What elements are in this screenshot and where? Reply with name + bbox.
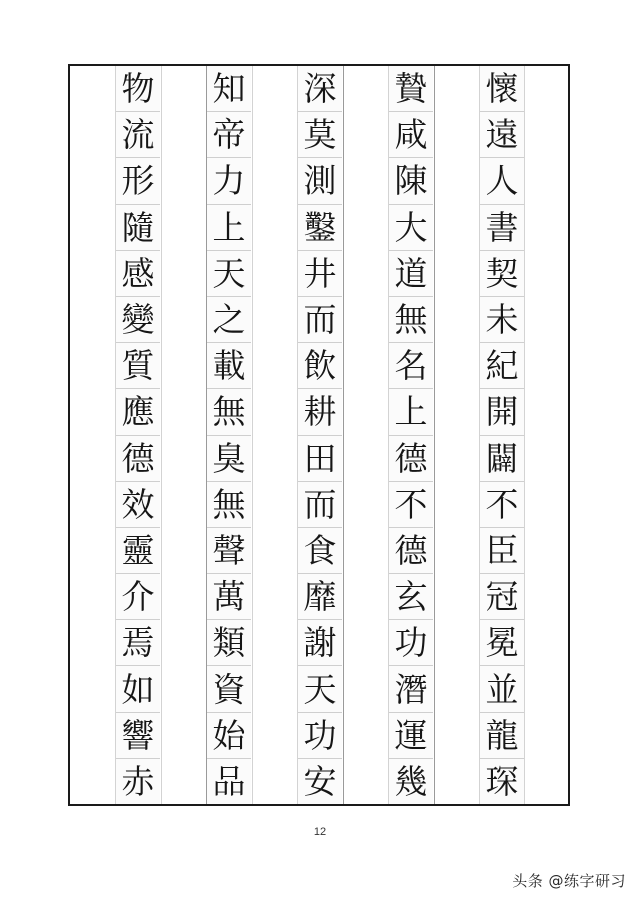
character-cell: 之: [207, 297, 251, 343]
character-cell: 安: [298, 759, 342, 804]
character-cell: 流: [116, 112, 160, 158]
character-cell: 玄: [389, 574, 433, 620]
character-cell: 大: [389, 205, 433, 251]
character-cell: 測: [298, 158, 342, 204]
character-cell: 力: [207, 158, 251, 204]
character-cell: 無: [207, 482, 251, 528]
character-cell: 龍: [480, 713, 524, 759]
character-cell: 而: [298, 482, 342, 528]
page-number: 12: [313, 826, 327, 838]
character-cell: 人: [480, 158, 524, 204]
character-cell: 聲: [207, 528, 251, 574]
character-cell: 開: [480, 389, 524, 435]
grid-line: [161, 66, 162, 804]
text-column-1: [480, 66, 524, 804]
character-cell: 琛: [480, 759, 524, 804]
character-cell: 萬: [207, 574, 251, 620]
text-column-5: [116, 66, 160, 804]
character-cell: 靡: [298, 574, 342, 620]
character-cell: 如: [116, 666, 160, 712]
character-cell: 耕: [298, 389, 342, 435]
character-cell: 臭: [207, 436, 251, 482]
character-cell: 上: [389, 389, 433, 435]
character-cell: 品: [207, 759, 251, 804]
character-cell: 冠: [480, 574, 524, 620]
character-cell: 謝: [298, 620, 342, 666]
text-column-2: [389, 66, 433, 804]
character-cell: 資: [207, 666, 251, 712]
character-cell: 而: [298, 297, 342, 343]
character-cell: 運: [389, 713, 433, 759]
character-cell: 田: [298, 436, 342, 482]
character-cell: 德: [116, 436, 160, 482]
character-cell: 潛: [389, 666, 433, 712]
grid-line: [434, 66, 435, 804]
character-cell: 契: [480, 251, 524, 297]
character-cell: 焉: [116, 620, 160, 666]
character-cell: 上: [207, 205, 251, 251]
character-cell: 功: [298, 713, 342, 759]
character-cell: 無: [389, 297, 433, 343]
character-cell: 莫: [298, 112, 342, 158]
grid-line: [524, 66, 525, 804]
character-cell: 咸: [389, 112, 433, 158]
character-cell: 闢: [480, 436, 524, 482]
character-cell: 名: [389, 343, 433, 389]
character-cell: 介: [116, 574, 160, 620]
character-cell: 質: [116, 343, 160, 389]
character-cell: 未: [480, 297, 524, 343]
character-cell: 效: [116, 482, 160, 528]
character-cell: 幾: [389, 759, 433, 804]
text-column-3: [298, 66, 342, 804]
character-cell: 載: [207, 343, 251, 389]
character-cell: 響: [116, 713, 160, 759]
character-cell: 形: [116, 158, 160, 204]
character-cell: 德: [389, 436, 433, 482]
character-cell: 感: [116, 251, 160, 297]
character-cell: 帝: [207, 112, 251, 158]
watermark: 头条 @练字研习: [512, 872, 626, 890]
character-cell: 知: [207, 66, 251, 112]
character-cell: 德: [389, 528, 433, 574]
character-cell: 鑿: [298, 205, 342, 251]
character-cell: 物: [116, 66, 160, 112]
character-cell: 冕: [480, 620, 524, 666]
character-cell: 道: [389, 251, 433, 297]
character-cell: 隨: [116, 205, 160, 251]
character-cell: 類: [207, 620, 251, 666]
character-cell: 井: [298, 251, 342, 297]
character-grid: [70, 66, 568, 804]
character-cell: 不: [389, 482, 433, 528]
character-cell: 靈: [116, 528, 160, 574]
grid-line: [252, 66, 253, 804]
character-cell: 遠: [480, 112, 524, 158]
character-cell: 紀: [480, 343, 524, 389]
character-cell: 變: [116, 297, 160, 343]
character-cell: 無: [207, 389, 251, 435]
character-cell: 贄: [389, 66, 433, 112]
character-cell: 赤: [116, 759, 160, 804]
character-cell: 陳: [389, 158, 433, 204]
practice-sheet: [68, 64, 570, 806]
grid-line: [343, 66, 344, 804]
character-cell: 始: [207, 713, 251, 759]
character-cell: 臣: [480, 528, 524, 574]
text-column-4: [207, 66, 251, 804]
character-cell: 食: [298, 528, 342, 574]
character-cell: 懷: [480, 66, 524, 112]
character-cell: 功: [389, 620, 433, 666]
character-cell: 書: [480, 205, 524, 251]
character-cell: 應: [116, 389, 160, 435]
character-cell: 並: [480, 666, 524, 712]
character-cell: 天: [207, 251, 251, 297]
character-cell: 天: [298, 666, 342, 712]
character-cell: 不: [480, 482, 524, 528]
character-cell: 飲: [298, 343, 342, 389]
character-cell: 深: [298, 66, 342, 112]
